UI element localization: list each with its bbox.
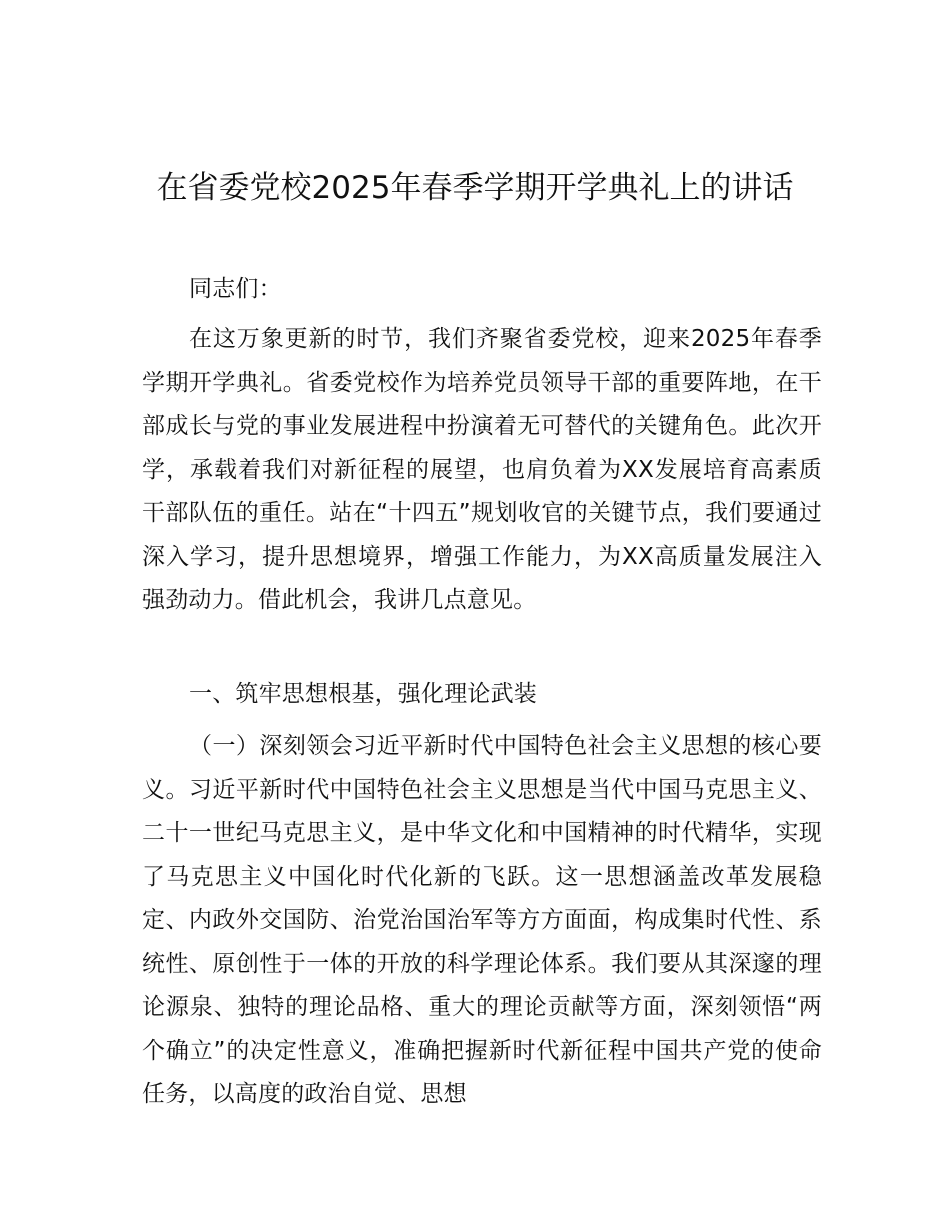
section-heading: 一、筑牢思想根基，强化理论武装 [189, 681, 537, 707]
subsection-paragraph: （一）深刻领会习近平新时代中国特色社会主义思想的核心要义。习近平新时代中国特色社会主义思想是当代中国马克思主义、二十一世纪马克思主义，是中华文化和中国精神的时代精华，实现了马克思主义中国化时代化新的飞跃。这一思想涵盖改革发展稳定、内政外交国防、治党治国治军等方方面面，构成集时代性、系统性、原创性于一体的开放的科学理论体系。我们要从其深邃的理论源泉、独特的理论品格、重大的理论贡献等方面，深刻领悟“两个确立”的决定性意义，准确把握新时代新征程中国共产党的使命任务，以高度的政治自觉、思想 [142, 733, 822, 1107]
intro-paragraph: 在这万象更新的时节，我们齐聚省委党校，迎来2025年春季学期开学典礼。省委党校作为培养党员领导干部的重要阵地，在干部成长与党的事业发展进程中扮演着无可替代的关键角色。此次开学，承载着我们对新征程的展望，也肩负着为XX发展培育高素质干部队伍的重任。站在“十四五”规划收官的关键节点，我们要通过深入学习，提升思想境界，增强工作能力，为XX高质量发展注入强劲动力。借此机会，我讲几点意见。 [142, 326, 822, 613]
document-title: 在省委党校2025年春季学期开学典礼上的讲话 [156, 170, 794, 206]
salutation: 同志们： [189, 276, 282, 302]
